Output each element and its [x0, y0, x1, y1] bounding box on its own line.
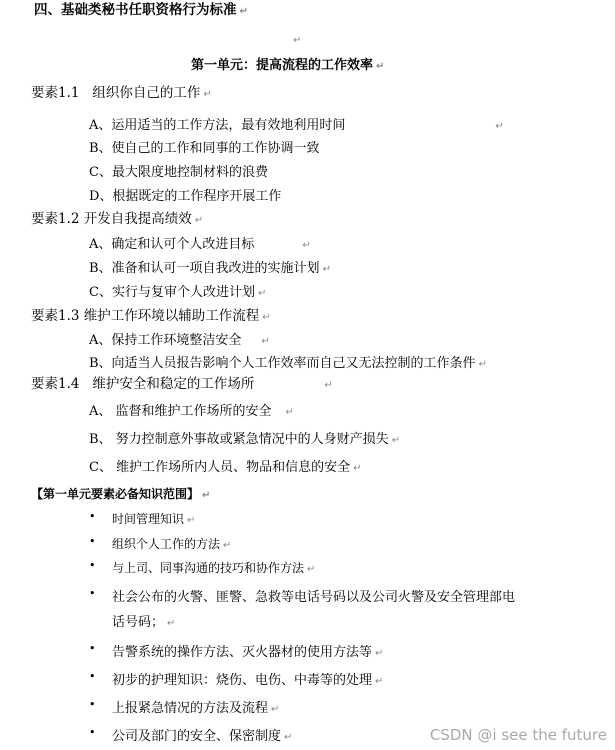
csdn-watermark: CSDN @i see the future [429, 726, 607, 744]
element-1-4-item-c: C、 维护工作场所内人员、物品和信息的安全 ↵ [89, 460, 362, 475]
element-1-2-item-a: A、确定和认可个人改进目标 ↵ [89, 237, 311, 252]
knowledge-item: 公司及部门的安全、保密制度 ↵ [112, 729, 293, 744]
element-1-1-item-a: A、运用适当的工作方法，最有效地利用时间 ↵ [89, 118, 504, 133]
element-1-1-heading: 要素1.1 组织你自己的工作 ↵ [31, 85, 212, 101]
blank-paragraph-mark: ↵ [293, 35, 302, 46]
bullet-mark: • [89, 670, 96, 683]
element-1-2-item-b: B、准备和认可一项自我改进的实施计划 ↵ [89, 261, 331, 276]
element-1-1-item-d: D、根据既定的工作程序开展工作 [89, 189, 282, 204]
bullet-mark: • [89, 587, 96, 600]
element-1-2-item-c: C、实行与复审个人改进计划 ↵ [89, 285, 267, 300]
knowledge-item: 社会公布的火警、匪警、急救等电话号码以及公司火警及安全管理部电 [112, 590, 516, 605]
knowledge-item: 上报紧急情况的方法及流程 ↵ [112, 701, 280, 716]
element-1-3-item-b: B、向适当人员报告影响个人工作效率而自己又无法控制的工作条件 ↵ [89, 356, 487, 371]
bullet-mark: • [89, 642, 96, 655]
knowledge-item: 初步的护理知识：烧伤、电伤、中毒等的处理 ↵ [112, 673, 384, 688]
element-1-4-item-b: B、 努力控制意外事故或紧急情况中的人身财产损失 ↵ [89, 432, 401, 447]
unit-title: 第一单元：提高流程的工作效率 ↵ [191, 58, 385, 73]
bullet-mark: • [89, 510, 96, 523]
element-1-1-item-c: C、最大限度地控制材料的浪费 [89, 165, 268, 180]
bullet-mark: • [89, 726, 96, 739]
bullet-mark: • [89, 535, 96, 548]
knowledge-item: 告警系统的操作方法、灭火器材的使用方法等 ↵ [112, 645, 384, 660]
element-1-3-heading: 要素1.3 维护工作环境以辅助工作流程 ↵ [31, 308, 271, 324]
bullet-mark: • [89, 698, 96, 711]
knowledge-item: 与上司、同事沟通的技巧和协作方法 ↵ [112, 561, 316, 575]
knowledge-item-continuation: 话号码； ↵ [112, 615, 176, 630]
element-1-4-heading: 要素1.4 维护安全和稳定的工作场所 ↵ [31, 376, 333, 392]
bullet-mark: • [89, 559, 96, 572]
knowledge-section-title: 【第一单元要素必备知识范围】 ↵ [31, 487, 211, 501]
element-1-2-heading: 要素1.2 开发自我提高绩效 ↵ [31, 211, 204, 227]
element-1-1-item-b: B、使自己的工作和同事的工作协调一致 [89, 141, 320, 156]
knowledge-item: 组织个人工作的方法 ↵ [112, 537, 232, 551]
knowledge-item: 时间管理知识 ↵ [112, 512, 196, 526]
element-1-4-item-a: A、 监督和维护工作场所的安全 ↵ [89, 404, 294, 419]
section-heading: 四、基础类秘书任职资格行为标准 ↵ [34, 2, 248, 18]
element-1-3-item-a: A、保持工作环境整洁安全 ↵ [89, 333, 270, 348]
